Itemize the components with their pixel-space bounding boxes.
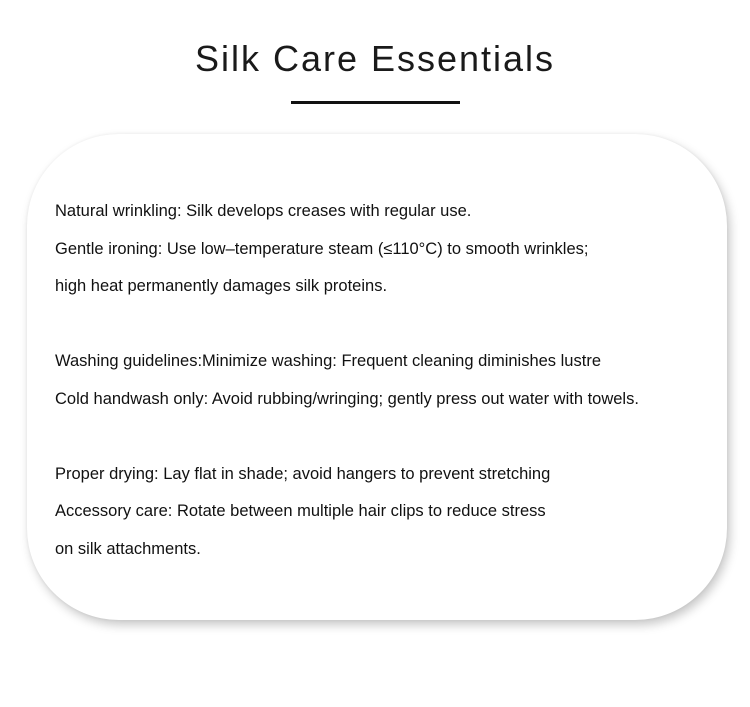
care-text-line: Proper drying: Lay flat in shade; avoid hangers to prevent stretching [55,465,551,483]
care-text-line: Accessory care: Rotate between multiple hair clips to reduce stress [55,502,546,520]
page-title: Silk Care Essentials [194,38,556,79]
care-text-line: Cold handwash only: Avoid rubbing/wringing; gently press out water with towels. [55,390,639,408]
care-text-line: high heat permanently damages silk proteins. [55,277,388,295]
care-text-line: Natural wrinkling: Silk develops creases with regular use. [55,202,472,220]
title-underline [291,101,460,104]
care-text-line: Washing guidelines:Minimize washing: Frequent cleaning diminishes lustre [55,352,601,370]
care-text-line: on silk attachments. [55,540,201,558]
care-text-line: Gentle ironing: Use low–temperature steam (≤110°C) to smooth wrinkles; [55,240,589,258]
